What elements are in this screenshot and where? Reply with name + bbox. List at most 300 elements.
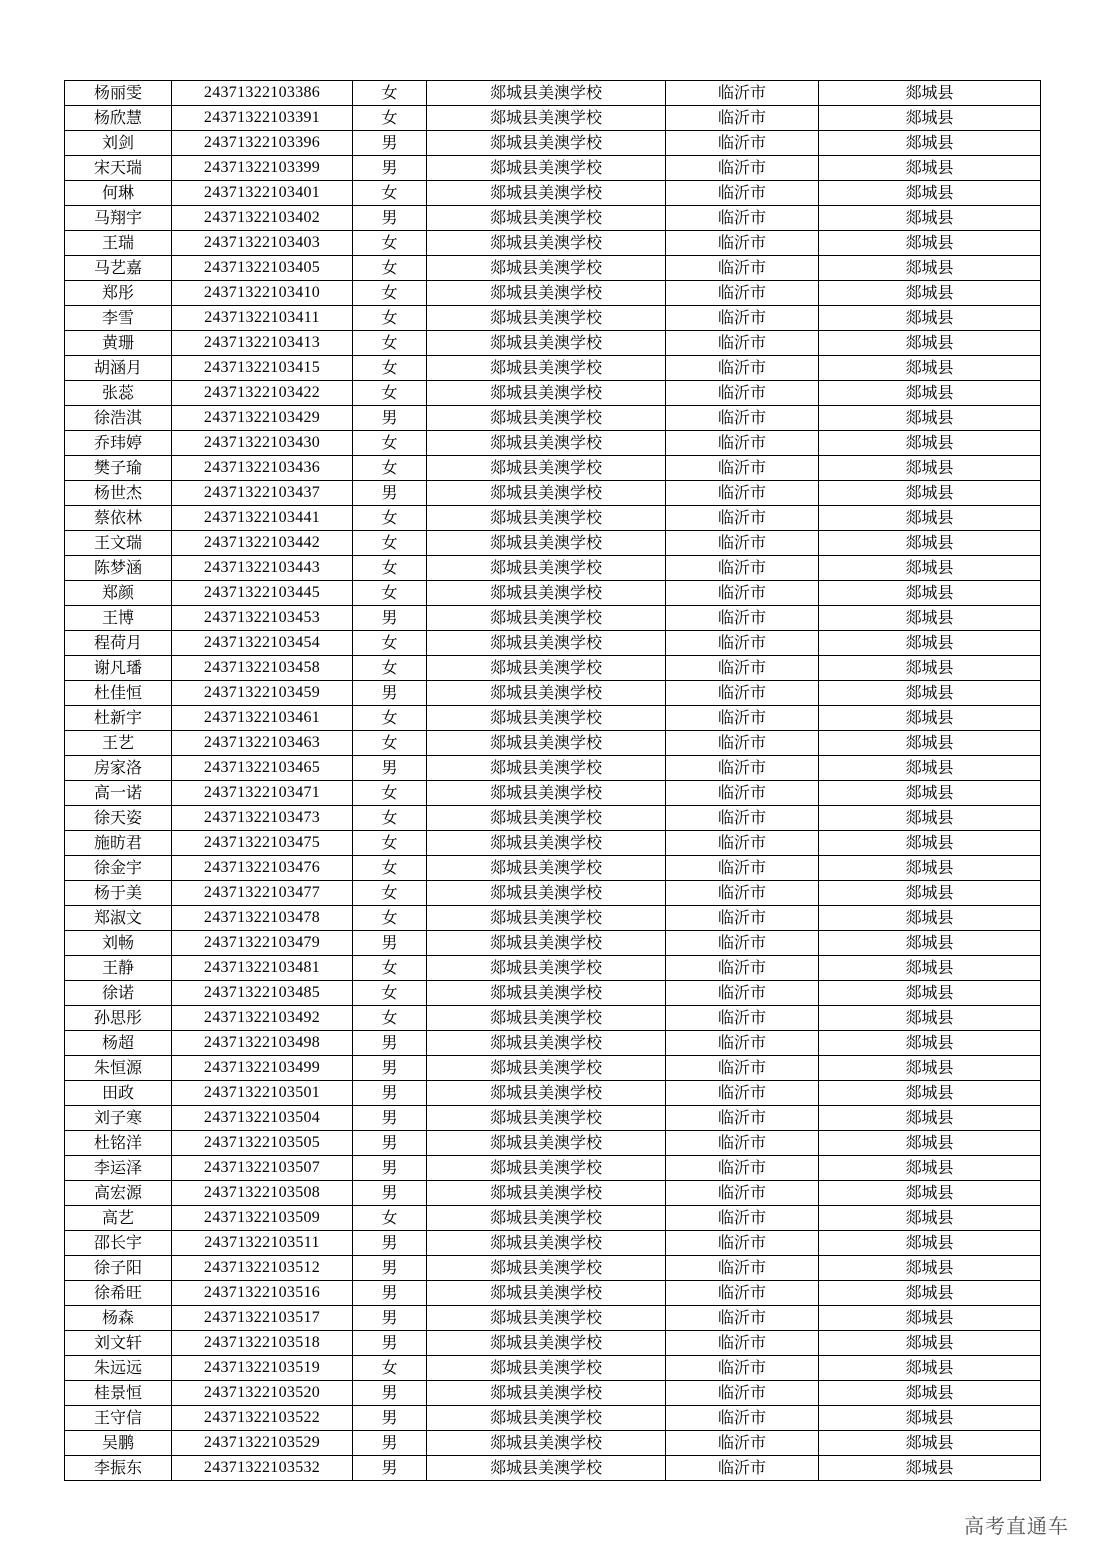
name-cell: 刘畅 [65, 931, 172, 956]
county-cell: 郯城县 [819, 506, 1041, 531]
table-row [65, 206, 1041, 231]
county-cell: 郯城县 [819, 256, 1041, 281]
gender-cell: 男 [353, 1456, 427, 1481]
name-cell: 邵长宇 [65, 1231, 172, 1256]
exam-id-cell: 24371322103410 [172, 281, 353, 306]
exam-id-cell: 24371322103509 [172, 1206, 353, 1231]
school-cell: 郯城县美澳学校 [427, 606, 666, 631]
county-cell: 郯城县 [819, 1381, 1041, 1406]
gender-cell: 男 [353, 1056, 427, 1081]
school-cell: 郯城县美澳学校 [427, 231, 666, 256]
name-cell: 乔玮婷 [65, 431, 172, 456]
table-row [65, 1431, 1041, 1456]
city-cell: 临沂市 [666, 681, 819, 706]
exam-id-cell: 24371322103478 [172, 906, 353, 931]
table-row [65, 106, 1041, 131]
exam-id-cell: 24371322103498 [172, 1031, 353, 1056]
city-cell: 临沂市 [666, 881, 819, 906]
exam-id-cell: 24371322103454 [172, 631, 353, 656]
city-cell: 临沂市 [666, 1356, 819, 1381]
roster-body [65, 81, 1041, 1481]
table-row [65, 456, 1041, 481]
exam-id-cell: 24371322103386 [172, 81, 353, 106]
city-cell: 临沂市 [666, 1181, 819, 1206]
gender-cell: 女 [353, 306, 427, 331]
gender-cell: 女 [353, 331, 427, 356]
city-cell: 临沂市 [666, 781, 819, 806]
name-cell: 徐浩淇 [65, 406, 172, 431]
county-cell: 郯城县 [819, 781, 1041, 806]
table-row [65, 1006, 1041, 1031]
exam-id-cell: 24371322103522 [172, 1406, 353, 1431]
name-cell: 樊子瑜 [65, 456, 172, 481]
gender-cell: 女 [353, 981, 427, 1006]
table-row [65, 431, 1041, 456]
name-cell: 徐诺 [65, 981, 172, 1006]
city-cell: 临沂市 [666, 106, 819, 131]
county-cell: 郯城县 [819, 706, 1041, 731]
gender-cell: 女 [353, 556, 427, 581]
school-cell: 郯城县美澳学校 [427, 406, 666, 431]
table-row [65, 1231, 1041, 1256]
name-cell: 徐子阳 [65, 1256, 172, 1281]
exam-id-cell: 24371322103403 [172, 231, 353, 256]
county-cell: 郯城县 [819, 1206, 1041, 1231]
city-cell: 临沂市 [666, 556, 819, 581]
city-cell: 临沂市 [666, 756, 819, 781]
city-cell: 临沂市 [666, 1406, 819, 1431]
gender-cell: 男 [353, 756, 427, 781]
name-cell: 杨于美 [65, 881, 172, 906]
county-cell: 郯城县 [819, 606, 1041, 631]
name-cell: 王守信 [65, 1406, 172, 1431]
county-cell: 郯城县 [819, 881, 1041, 906]
school-cell: 郯城县美澳学校 [427, 906, 666, 931]
school-cell: 郯城县美澳学校 [427, 256, 666, 281]
county-cell: 郯城县 [819, 1256, 1041, 1281]
school-cell: 郯城县美澳学校 [427, 856, 666, 881]
name-cell: 杨超 [65, 1031, 172, 1056]
school-cell: 郯城县美澳学校 [427, 381, 666, 406]
exam-id-cell: 24371322103511 [172, 1231, 353, 1256]
gender-cell: 女 [353, 831, 427, 856]
city-cell: 临沂市 [666, 1456, 819, 1481]
school-cell: 郯城县美澳学校 [427, 281, 666, 306]
gender-cell: 女 [353, 906, 427, 931]
gender-cell: 男 [353, 1331, 427, 1356]
city-cell: 临沂市 [666, 531, 819, 556]
city-cell: 临沂市 [666, 831, 819, 856]
gender-cell: 男 [353, 1031, 427, 1056]
city-cell: 临沂市 [666, 181, 819, 206]
county-cell: 郯城县 [819, 1006, 1041, 1031]
gender-cell: 男 [353, 481, 427, 506]
exam-id-cell: 24371322103453 [172, 606, 353, 631]
exam-id-cell: 24371322103520 [172, 1381, 353, 1406]
table-row [65, 581, 1041, 606]
school-cell: 郯城县美澳学校 [427, 581, 666, 606]
table-row [65, 606, 1041, 631]
city-cell: 临沂市 [666, 256, 819, 281]
name-cell: 王瑞 [65, 231, 172, 256]
school-cell: 郯城县美澳学校 [427, 356, 666, 381]
school-cell: 郯城县美澳学校 [427, 181, 666, 206]
name-cell: 房家洛 [65, 756, 172, 781]
school-cell: 郯城县美澳学校 [427, 306, 666, 331]
name-cell: 何琳 [65, 181, 172, 206]
table-row [65, 556, 1041, 581]
city-cell: 临沂市 [666, 956, 819, 981]
school-cell: 郯城县美澳学校 [427, 781, 666, 806]
exam-id-cell: 24371322103396 [172, 131, 353, 156]
county-cell: 郯城县 [819, 306, 1041, 331]
gender-cell: 男 [353, 931, 427, 956]
school-cell: 郯城县美澳学校 [427, 531, 666, 556]
county-cell: 郯城县 [819, 231, 1041, 256]
county-cell: 郯城县 [819, 1306, 1041, 1331]
city-cell: 临沂市 [666, 806, 819, 831]
table-row [65, 356, 1041, 381]
county-cell: 郯城县 [819, 1181, 1041, 1206]
name-cell: 宋天瑞 [65, 156, 172, 181]
table-row [65, 1406, 1041, 1431]
gender-cell: 男 [353, 681, 427, 706]
exam-id-cell: 24371322103505 [172, 1131, 353, 1156]
gender-cell: 女 [353, 181, 427, 206]
table-row [65, 1131, 1041, 1156]
school-cell: 郯城县美澳学校 [427, 656, 666, 681]
name-cell: 蔡依林 [65, 506, 172, 531]
exam-id-cell: 24371322103413 [172, 331, 353, 356]
county-cell: 郯城县 [819, 556, 1041, 581]
city-cell: 临沂市 [666, 431, 819, 456]
name-cell: 孙思彤 [65, 1006, 172, 1031]
table-row [65, 156, 1041, 181]
school-cell: 郯城县美澳学校 [427, 831, 666, 856]
gender-cell: 男 [353, 1081, 427, 1106]
city-cell: 临沂市 [666, 1306, 819, 1331]
table-row [65, 731, 1041, 756]
county-cell: 郯城县 [819, 1406, 1041, 1431]
city-cell: 临沂市 [666, 856, 819, 881]
school-cell: 郯城县美澳学校 [427, 131, 666, 156]
gender-cell: 女 [353, 781, 427, 806]
exam-id-cell: 24371322103512 [172, 1256, 353, 1281]
name-cell: 李雪 [65, 306, 172, 331]
gender-cell: 男 [353, 1256, 427, 1281]
table-row [65, 331, 1041, 356]
exam-id-cell: 24371322103504 [172, 1106, 353, 1131]
name-cell: 刘剑 [65, 131, 172, 156]
gender-cell: 男 [353, 1431, 427, 1456]
exam-id-cell: 24371322103499 [172, 1056, 353, 1081]
table-row [65, 231, 1041, 256]
name-cell: 徐天姿 [65, 806, 172, 831]
gender-cell: 男 [353, 606, 427, 631]
name-cell: 杨丽雯 [65, 81, 172, 106]
table-row [65, 1206, 1041, 1231]
school-cell: 郯城县美澳学校 [427, 631, 666, 656]
gender-cell: 女 [353, 956, 427, 981]
city-cell: 临沂市 [666, 306, 819, 331]
table-row [65, 706, 1041, 731]
name-cell: 马艺嘉 [65, 256, 172, 281]
gender-cell: 女 [353, 656, 427, 681]
city-cell: 临沂市 [666, 456, 819, 481]
name-cell: 杜铭洋 [65, 1131, 172, 1156]
city-cell: 临沂市 [666, 981, 819, 1006]
city-cell: 临沂市 [666, 1106, 819, 1131]
city-cell: 临沂市 [666, 1281, 819, 1306]
exam-id-cell: 24371322103437 [172, 481, 353, 506]
table-row [65, 631, 1041, 656]
school-cell: 郯城县美澳学校 [427, 1106, 666, 1131]
name-cell: 桂景恒 [65, 1381, 172, 1406]
name-cell: 田政 [65, 1081, 172, 1106]
exam-id-cell: 24371322103471 [172, 781, 353, 806]
city-cell: 临沂市 [666, 356, 819, 381]
school-cell: 郯城县美澳学校 [427, 681, 666, 706]
gender-cell: 男 [353, 1381, 427, 1406]
name-cell: 李振东 [65, 1456, 172, 1481]
name-cell: 郑彤 [65, 281, 172, 306]
roster-table [64, 80, 1041, 1481]
city-cell: 临沂市 [666, 581, 819, 606]
watermark-text: 高考直通车 [964, 1514, 1069, 1538]
exam-id-cell: 24371322103405 [172, 256, 353, 281]
county-cell: 郯城县 [819, 1056, 1041, 1081]
school-cell: 郯城县美澳学校 [427, 806, 666, 831]
county-cell: 郯城县 [819, 831, 1041, 856]
county-cell: 郯城县 [819, 181, 1041, 206]
gender-cell: 女 [353, 806, 427, 831]
school-cell: 郯城县美澳学校 [427, 1056, 666, 1081]
county-cell: 郯城县 [819, 281, 1041, 306]
exam-id-cell: 24371322103465 [172, 756, 353, 781]
exam-id-cell: 24371322103479 [172, 931, 353, 956]
school-cell: 郯城县美澳学校 [427, 1006, 666, 1031]
county-cell: 郯城县 [819, 406, 1041, 431]
school-cell: 郯城县美澳学校 [427, 1231, 666, 1256]
name-cell: 高宏源 [65, 1181, 172, 1206]
school-cell: 郯城县美澳学校 [427, 431, 666, 456]
table-row [65, 1031, 1041, 1056]
county-cell: 郯城县 [819, 1456, 1041, 1481]
exam-id-cell: 24371322103476 [172, 856, 353, 881]
school-cell: 郯城县美澳学校 [427, 1256, 666, 1281]
table-row [65, 981, 1041, 1006]
gender-cell: 男 [353, 1106, 427, 1131]
table-row [65, 306, 1041, 331]
school-cell: 郯城县美澳学校 [427, 106, 666, 131]
county-cell: 郯城县 [819, 1081, 1041, 1106]
name-cell: 王静 [65, 956, 172, 981]
gender-cell: 女 [353, 581, 427, 606]
school-cell: 郯城县美澳学校 [427, 81, 666, 106]
table-row [65, 81, 1041, 106]
table-row [65, 906, 1041, 931]
school-cell: 郯城县美澳学校 [427, 756, 666, 781]
name-cell: 刘文轩 [65, 1331, 172, 1356]
school-cell: 郯城县美澳学校 [427, 1131, 666, 1156]
gender-cell: 女 [353, 281, 427, 306]
name-cell: 马翔宇 [65, 206, 172, 231]
table-row [65, 1256, 1041, 1281]
county-cell: 郯城县 [819, 531, 1041, 556]
exam-id-cell: 24371322103458 [172, 656, 353, 681]
name-cell: 黄珊 [65, 331, 172, 356]
county-cell: 郯城县 [819, 681, 1041, 706]
gender-cell: 女 [353, 531, 427, 556]
table-row [65, 1456, 1041, 1481]
county-cell: 郯城县 [819, 1356, 1041, 1381]
county-cell: 郯城县 [819, 356, 1041, 381]
exam-id-cell: 24371322103445 [172, 581, 353, 606]
city-cell: 临沂市 [666, 206, 819, 231]
table-row [65, 681, 1041, 706]
county-cell: 郯城县 [819, 956, 1041, 981]
table-row [65, 881, 1041, 906]
table-row [65, 831, 1041, 856]
county-cell: 郯城县 [819, 1106, 1041, 1131]
table-row [65, 1331, 1041, 1356]
exam-id-cell: 24371322103415 [172, 356, 353, 381]
county-cell: 郯城县 [819, 156, 1041, 181]
school-cell: 郯城县美澳学校 [427, 956, 666, 981]
name-cell: 徐金宇 [65, 856, 172, 881]
name-cell: 朱恒源 [65, 1056, 172, 1081]
gender-cell: 女 [353, 106, 427, 131]
name-cell: 胡涵月 [65, 356, 172, 381]
name-cell: 张蕊 [65, 381, 172, 406]
school-cell: 郯城县美澳学校 [427, 1281, 666, 1306]
name-cell: 谢凡璠 [65, 656, 172, 681]
name-cell: 杨森 [65, 1306, 172, 1331]
gender-cell: 女 [353, 256, 427, 281]
table-row [65, 1381, 1041, 1406]
name-cell: 朱远远 [65, 1356, 172, 1381]
city-cell: 临沂市 [666, 1206, 819, 1231]
city-cell: 临沂市 [666, 506, 819, 531]
table-row [65, 956, 1041, 981]
exam-id-cell: 24371322103519 [172, 1356, 353, 1381]
county-cell: 郯城县 [819, 756, 1041, 781]
table-row [65, 806, 1041, 831]
name-cell: 高艺 [65, 1206, 172, 1231]
exam-id-cell: 24371322103463 [172, 731, 353, 756]
gender-cell: 女 [353, 1206, 427, 1231]
city-cell: 临沂市 [666, 706, 819, 731]
county-cell: 郯城县 [819, 381, 1041, 406]
name-cell: 郑颜 [65, 581, 172, 606]
exam-id-cell: 24371322103516 [172, 1281, 353, 1306]
county-cell: 郯城县 [819, 631, 1041, 656]
school-cell: 郯城县美澳学校 [427, 1181, 666, 1206]
table-row [65, 181, 1041, 206]
school-cell: 郯城县美澳学校 [427, 1331, 666, 1356]
city-cell: 临沂市 [666, 1381, 819, 1406]
gender-cell: 男 [353, 406, 427, 431]
name-cell: 程荷月 [65, 631, 172, 656]
table-row [65, 531, 1041, 556]
county-cell: 郯城县 [819, 731, 1041, 756]
county-cell: 郯城县 [819, 456, 1041, 481]
table-row [65, 1056, 1041, 1081]
name-cell: 杨世杰 [65, 481, 172, 506]
exam-id-cell: 24371322103443 [172, 556, 353, 581]
city-cell: 临沂市 [666, 1231, 819, 1256]
gender-cell: 女 [353, 81, 427, 106]
county-cell: 郯城县 [819, 856, 1041, 881]
exam-id-cell: 24371322103436 [172, 456, 353, 481]
exam-id-cell: 24371322103391 [172, 106, 353, 131]
school-cell: 郯城县美澳学校 [427, 981, 666, 1006]
school-cell: 郯城县美澳学校 [427, 1081, 666, 1106]
table-row [65, 1306, 1041, 1331]
exam-id-cell: 24371322103492 [172, 1006, 353, 1031]
city-cell: 临沂市 [666, 656, 819, 681]
school-cell: 郯城县美澳学校 [427, 1381, 666, 1406]
table-row [65, 506, 1041, 531]
county-cell: 郯城县 [819, 1431, 1041, 1456]
gender-cell: 女 [353, 356, 427, 381]
exam-id-cell: 24371322103411 [172, 306, 353, 331]
table-row [65, 1356, 1041, 1381]
exam-id-cell: 24371322103473 [172, 806, 353, 831]
school-cell: 郯城县美澳学校 [427, 331, 666, 356]
city-cell: 临沂市 [666, 481, 819, 506]
gender-cell: 男 [353, 1156, 427, 1181]
gender-cell: 男 [353, 1131, 427, 1156]
table-row [65, 856, 1041, 881]
name-cell: 刘子寒 [65, 1106, 172, 1131]
exam-id-cell: 24371322103529 [172, 1431, 353, 1456]
school-cell: 郯城县美澳学校 [427, 156, 666, 181]
city-cell: 临沂市 [666, 1331, 819, 1356]
table-row [65, 781, 1041, 806]
name-cell: 王博 [65, 606, 172, 631]
exam-id-cell: 24371322103532 [172, 1456, 353, 1481]
county-cell: 郯城县 [819, 331, 1041, 356]
county-cell: 郯城县 [819, 481, 1041, 506]
gender-cell: 男 [353, 1406, 427, 1431]
county-cell: 郯城县 [819, 1281, 1041, 1306]
name-cell: 施昉君 [65, 831, 172, 856]
exam-id-cell: 24371322103477 [172, 881, 353, 906]
gender-cell: 男 [353, 131, 427, 156]
city-cell: 临沂市 [666, 931, 819, 956]
name-cell: 杨欣慧 [65, 106, 172, 131]
city-cell: 临沂市 [666, 156, 819, 181]
exam-id-cell: 24371322103508 [172, 1181, 353, 1206]
school-cell: 郯城县美澳学校 [427, 881, 666, 906]
gender-cell: 男 [353, 156, 427, 181]
county-cell: 郯城县 [819, 981, 1041, 1006]
table-row [65, 481, 1041, 506]
school-cell: 郯城县美澳学校 [427, 481, 666, 506]
city-cell: 临沂市 [666, 131, 819, 156]
gender-cell: 女 [353, 631, 427, 656]
name-cell: 王艺 [65, 731, 172, 756]
city-cell: 临沂市 [666, 906, 819, 931]
name-cell: 陈梦涵 [65, 556, 172, 581]
county-cell: 郯城县 [819, 206, 1041, 231]
school-cell: 郯城县美澳学校 [427, 731, 666, 756]
table-row [65, 756, 1041, 781]
exam-id-cell: 24371322103518 [172, 1331, 353, 1356]
county-cell: 郯城县 [819, 906, 1041, 931]
exam-id-cell: 24371322103517 [172, 1306, 353, 1331]
